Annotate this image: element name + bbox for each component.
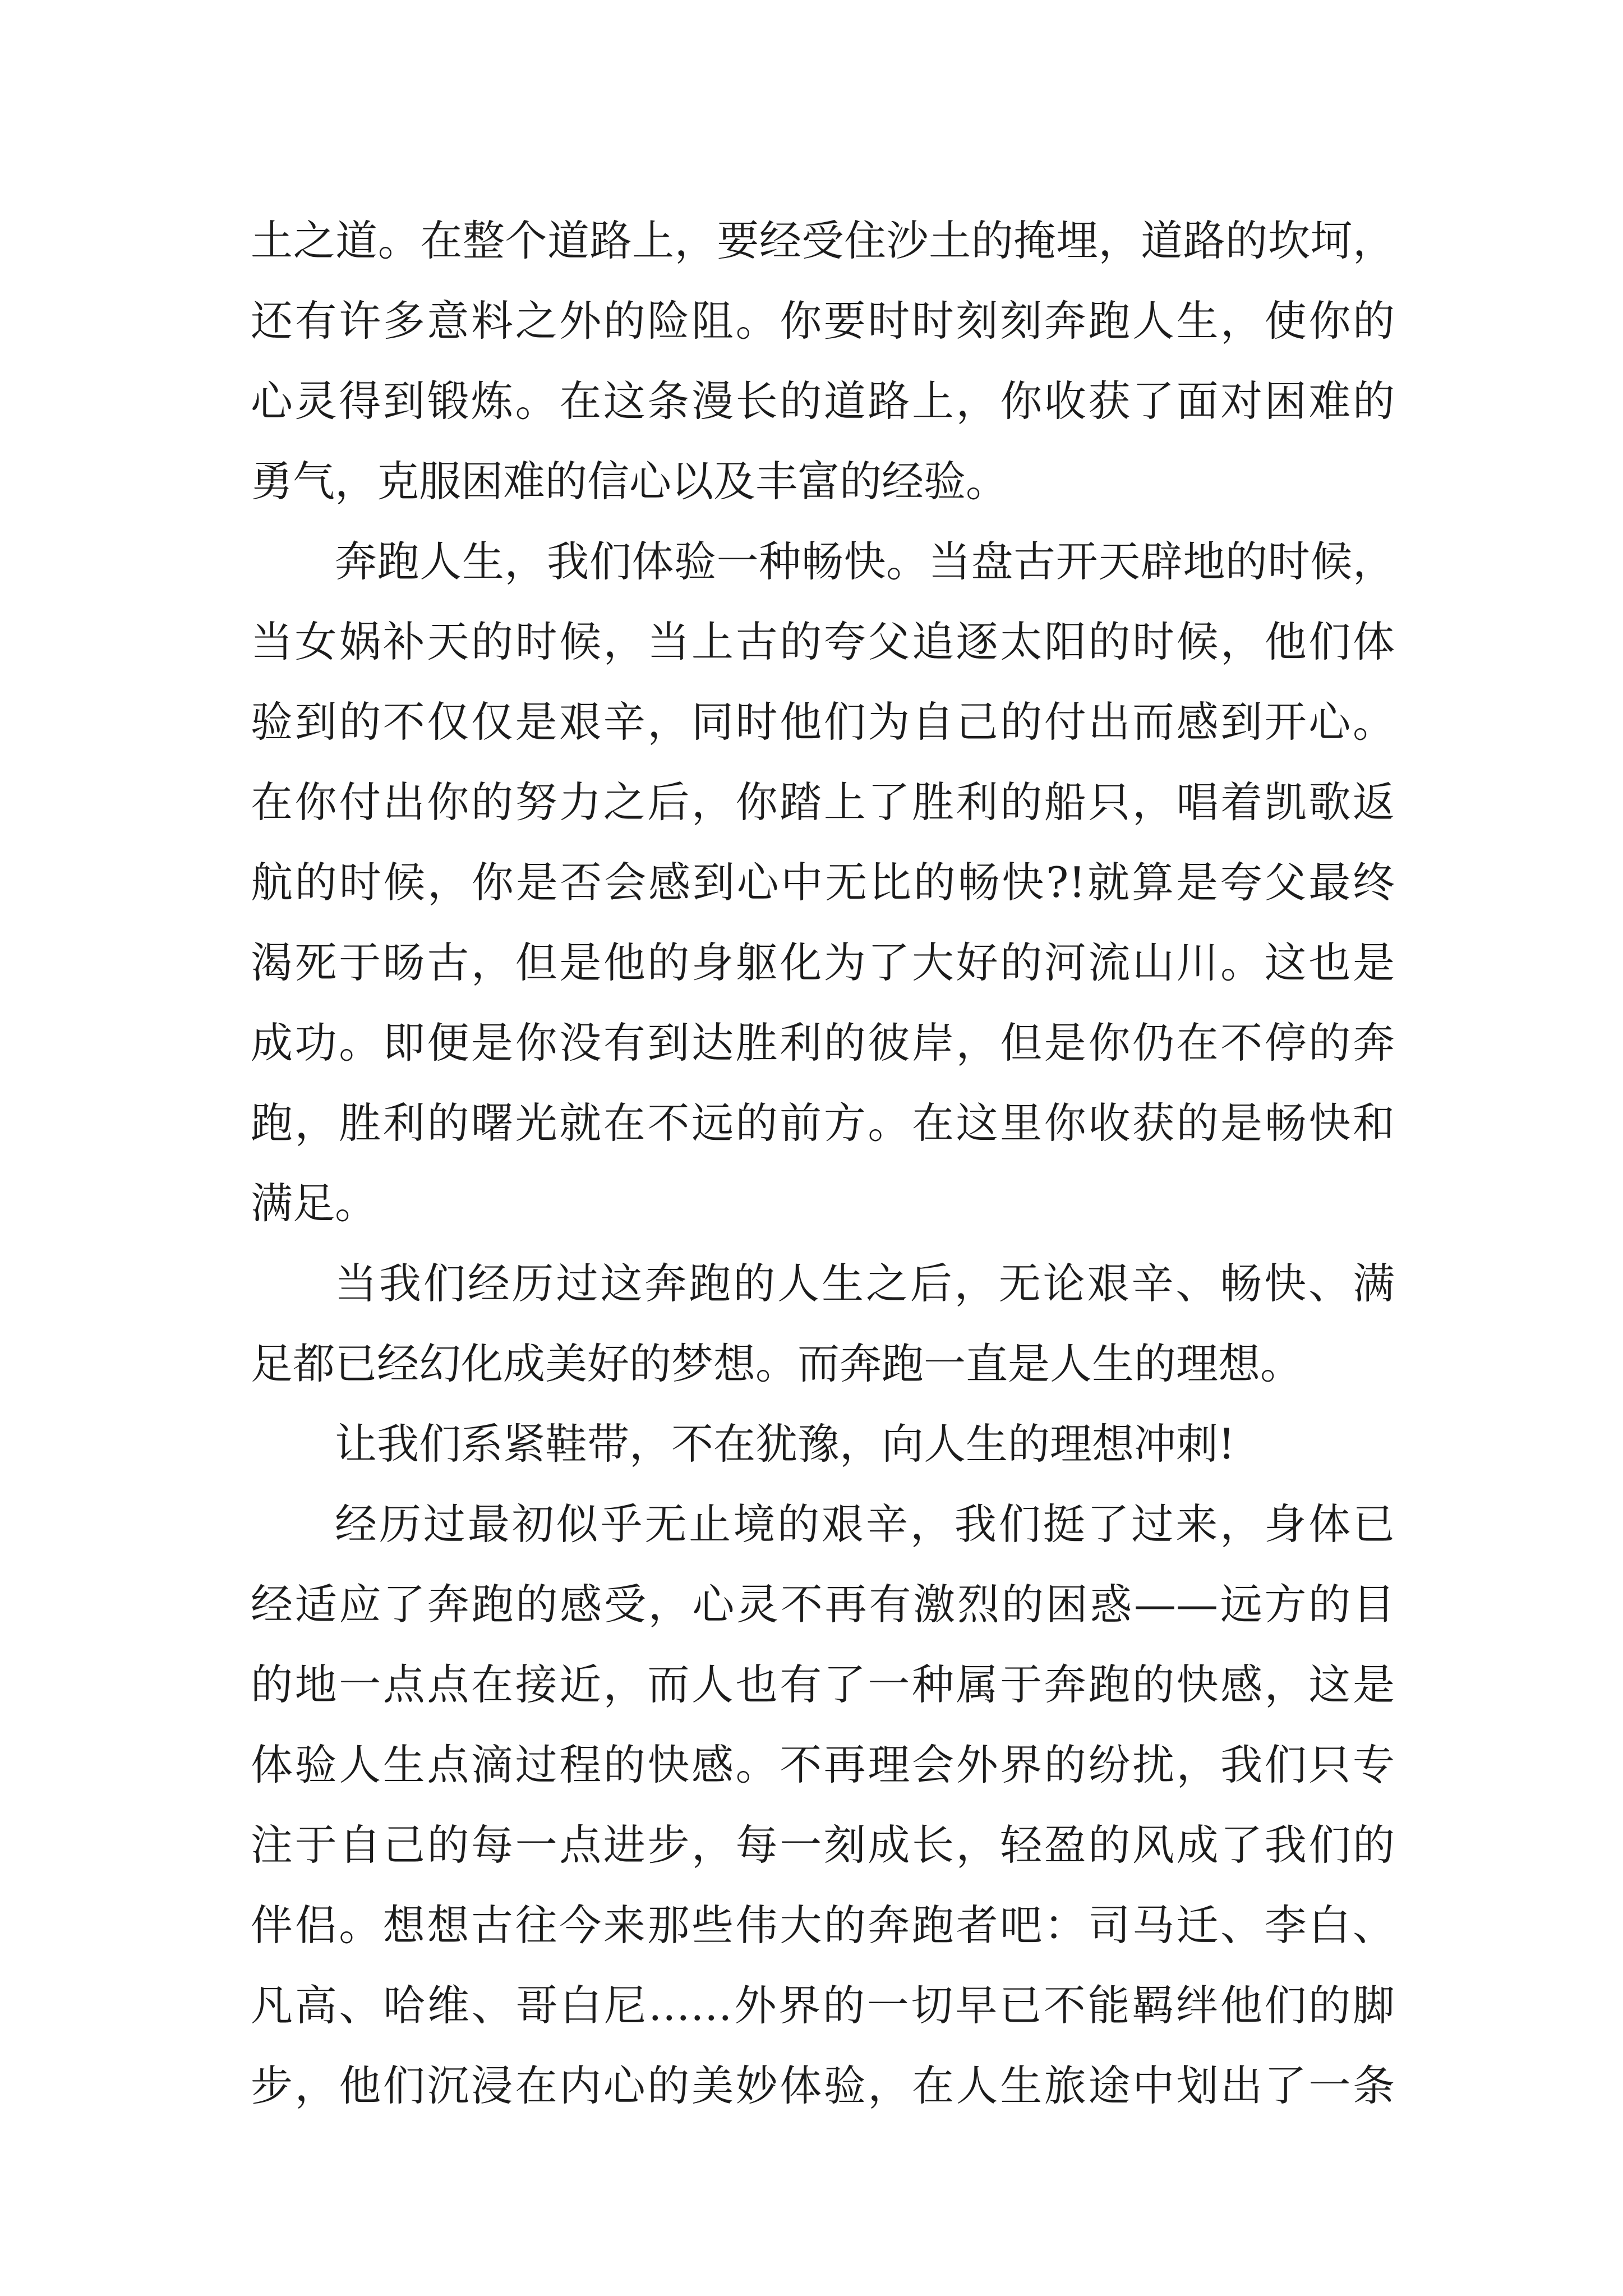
text-line: 经历过最初似乎无止境的艰辛，我们挺了过来，身体已 — [335, 1499, 1395, 1549]
text-line: 步，他们沉浸在内心的美妙体验，在人生旅途中划出了一条 — [251, 2061, 1395, 2110]
text-line: 航的时候，你是否会感到心中无比的畅快?!就算是夸父最终 — [251, 858, 1395, 907]
text-line: 伴侣。想想古往今来那些伟大的奔跑者吧：司马迁、李白、 — [251, 1901, 1395, 1950]
text-line: 勇气，克服困难的信心以及丰富的经验。 — [251, 457, 1008, 506]
text-line: 足都已经幻化成美好的梦想。而奔跑一直是人生的理想。 — [251, 1339, 1303, 1388]
text-line: 经适应了奔跑的感受，心灵不再有激烈的困惑——远方的目 — [251, 1580, 1395, 1629]
text-line: 让我们系紧鞋带，不在犹豫，向人生的理想冲刺! — [335, 1419, 1235, 1469]
paragraph — [251, 1244, 1395, 1404]
text-line: 渴死于旸古，但是他的身躯化为了大好的河流山川。这也是 — [251, 938, 1395, 987]
text-line: 凡高、哈维、哥白尼……外界的一切早已不能羁绊他们的脚 — [251, 1981, 1395, 2030]
text-line: 的地一点点在接近，而人也有了一种属于奔跑的快感，这是 — [251, 1660, 1395, 1709]
text-line: 当女娲补天的时候，当上古的夸父追逐太阳的时候，他们体 — [251, 617, 1395, 666]
text-line: 验到的不仅仅是艰辛，同时他们为自己的付出而感到开心。 — [251, 697, 1395, 747]
text-line: 心灵得到锻炼。在这条漫长的道路上，你收获了面对困难的 — [251, 376, 1395, 426]
text-line: 在你付出你的努力之后，你踏上了胜利的船只，唱着凯歌返 — [251, 777, 1395, 827]
text-line: 跑，胜利的曙光就在不远的前方。在这里你收获的是畅快和 — [251, 1098, 1395, 1148]
text-line: 土之道。在整个道路上，要经受住沙土的掩埋，道路的坎坷， — [251, 216, 1395, 265]
body-text — [251, 201, 1395, 2126]
text-line: 成功。即便是你没有到达胜利的彼岸，但是你仍在不停的奔 — [251, 1018, 1395, 1068]
text-line: 满足。 — [251, 1179, 377, 1228]
paragraph — [251, 1484, 1395, 2126]
paragraph — [251, 522, 1395, 1244]
text-line: 还有许多意料之外的险阻。你要时时刻刻奔跑人生，使你的 — [251, 296, 1395, 346]
paragraph — [251, 201, 1395, 522]
text-line: 注于自己的每一点进步，每一刻成长，轻盈的风成了我们的 — [251, 1820, 1395, 1870]
text-line: 体验人生点滴过程的快感。不再理会外界的纷扰，我们只专 — [251, 1740, 1395, 1789]
text-line: 奔跑人生，我们体验一种畅快。当盘古开天辟地的时候， — [335, 537, 1395, 586]
text-line: 当我们经历过这奔跑的人生之后，无论艰辛、畅快、满 — [335, 1259, 1395, 1308]
paragraph — [251, 1404, 1395, 1484]
